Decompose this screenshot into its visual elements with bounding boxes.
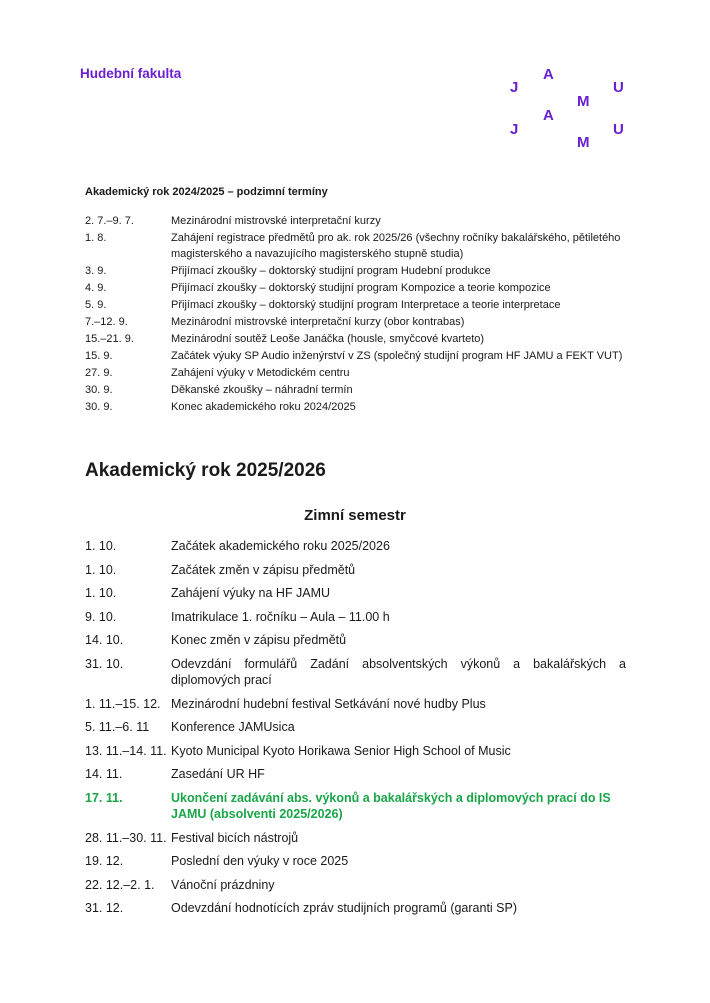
schedule-row [85, 383, 630, 399]
row-date: 7.–12. 9. [85, 315, 128, 328]
row-date: 14. 10. [85, 633, 124, 648]
schedule-row [85, 743, 626, 759]
row-text: Odevzdání formulářů Zadání absolventských výkonů a bakalářských a diplomových prací [171, 656, 626, 687]
logo-letter: M [577, 93, 590, 110]
row-text: Imatrikulace 1. ročníku – Aula – 11.00 h [171, 609, 390, 624]
row-text: Festival bicích nástrojů [171, 830, 299, 845]
schedule-row [85, 766, 626, 782]
row-date: 3. 9. [85, 264, 107, 277]
row-date: 30. 9. [85, 400, 113, 413]
schedule-row [85, 900, 626, 916]
row-date: 17. 11. [85, 790, 123, 805]
logo-letter: U [613, 121, 624, 138]
row-date: 27. 9. [85, 366, 113, 379]
jamu-logo [0, 0, 710, 160]
schedule-row [85, 719, 626, 735]
schedule-row [85, 853, 626, 869]
row-text: Kyoto Municipal Kyoto Horikawa Senior High School of Music [171, 743, 511, 758]
row-date: 1. 10. [85, 586, 117, 601]
row-text: Přijímací zkoušky – doktorský studijní program Kompozice a teorie kompozice [171, 281, 551, 294]
autumn-section-title: Akademický rok 2024/2025 – podzimní termíny [85, 186, 328, 198]
row-date: 1. 8. [85, 232, 107, 244]
schedule-row [85, 562, 626, 578]
row-date: 1. 11.–15. 12. [85, 696, 161, 711]
row-text: Konference JAMUsica [171, 720, 295, 735]
row-text: Mezinárodní mistrovské interpretační kurzy [171, 215, 381, 227]
schedule-row [85, 609, 626, 625]
schedule-row [85, 332, 630, 348]
schedule-row [85, 830, 626, 846]
row-date: 31. 12. [85, 901, 124, 916]
row-date: 5. 11.–6. 11 [85, 720, 150, 735]
schedule-row [85, 366, 630, 382]
logo-letter: M [577, 134, 590, 151]
row-text: Ukončení zadávání abs. výkonů a bakalářských a diplomových prací do IS JAMU (absolventi 2025/2026) [171, 790, 611, 821]
row-date: 9. 10. [85, 609, 117, 624]
row-text: Mezinárodní soutěž Leoše Janáčka (housle, smyčcové kvarteto) [171, 332, 485, 345]
row-text: Konec změn v zápisu předmětů [171, 633, 347, 648]
row-text: Začátek změn v zápisu předmětů [171, 562, 356, 577]
schedule-row [85, 231, 630, 262]
row-date: 15.–21. 9. [85, 332, 134, 345]
semester-heading: Zimní semestr [304, 507, 406, 524]
schedule-row [85, 264, 630, 280]
row-text: Mezinárodní hudební festival Setkávání nové hudby Plus [171, 696, 486, 711]
schedule-row [85, 281, 630, 297]
row-date: 5. 9. [85, 298, 107, 311]
row-text: Začátek akademického roku 2025/2026 [171, 539, 390, 553]
row-text: Zahájení registrace předmětů pro ak. rok 2025/26 (všechny ročníky bakalářského, pětiletého magisterského a navazujícího magisterského stupně studia) [171, 232, 621, 260]
logo-letter: J [510, 79, 519, 96]
row-text: Mezinárodní mistrovské interpretační kurzy (obor kontrabas) [171, 315, 465, 328]
row-text: Začátek výuky SP Audio inženýrství v ZS (společný studijní program HF JAMU a FEKT VUT) [171, 349, 623, 362]
schedule-row [85, 315, 630, 331]
row-text: Konec akademického roku 2024/2025 [171, 400, 356, 413]
row-date: 1. 10. [85, 562, 117, 577]
autumn-schedule-list [85, 214, 630, 417]
row-date: 30. 9. [85, 383, 113, 396]
row-date: 14. 11. [85, 767, 123, 782]
schedule-row-highlight [85, 790, 626, 822]
logo-letter: A [543, 107, 554, 124]
winter-schedule-list [85, 538, 626, 924]
schedule-row [85, 298, 630, 314]
schedule-row [85, 349, 630, 365]
logo-letter: J [510, 121, 519, 138]
schedule-row [85, 538, 626, 554]
schedule-row [85, 585, 626, 601]
logo-letter: U [613, 79, 624, 96]
row-date: 13. 11.–14. 11. [85, 743, 167, 758]
faculty-name: Hudební fakulta [80, 66, 182, 81]
row-date: 1. 10. [85, 539, 117, 553]
row-text: Přijímací zkoušky – doktorský studijní program Interpretace a teorie interpretace [171, 298, 561, 311]
row-text: Vánoční prázdniny [171, 877, 275, 892]
schedule-row [85, 632, 626, 648]
row-date: 22. 12.–2. 1. [85, 877, 155, 892]
schedule-row [85, 400, 630, 416]
schedule-row [85, 214, 630, 230]
schedule-row [85, 656, 626, 688]
row-text: Odevzdání hodnotících zpráv studijních programů (garanti SP) [171, 901, 518, 916]
year-heading: Akademický rok 2025/2026 [85, 460, 326, 481]
row-date: 2. 7.–9. 7. [85, 215, 134, 227]
row-text: Zahájení výuky v Metodickém centru [171, 366, 350, 379]
row-date: 28. 11.–30. 11. [85, 830, 167, 845]
logo-letter: A [543, 66, 554, 83]
row-text: Zahájení výuky na HF JAMU [171, 586, 331, 601]
schedule-row [85, 696, 626, 712]
row-text: Poslední den výuky v roce 2025 [171, 854, 349, 869]
row-date: 31. 10. [85, 656, 124, 671]
row-date: 15. 9. [85, 349, 113, 362]
row-text: Přijímací zkoušky – doktorský studijní program Hudební produkce [171, 264, 491, 277]
row-date: 19. 12. [85, 854, 124, 869]
row-text: Děkanské zkoušky – náhradní termín [171, 383, 353, 396]
row-date: 4. 9. [85, 281, 107, 294]
row-text: Zasedání UR HF [171, 767, 265, 782]
schedule-row [85, 877, 626, 893]
